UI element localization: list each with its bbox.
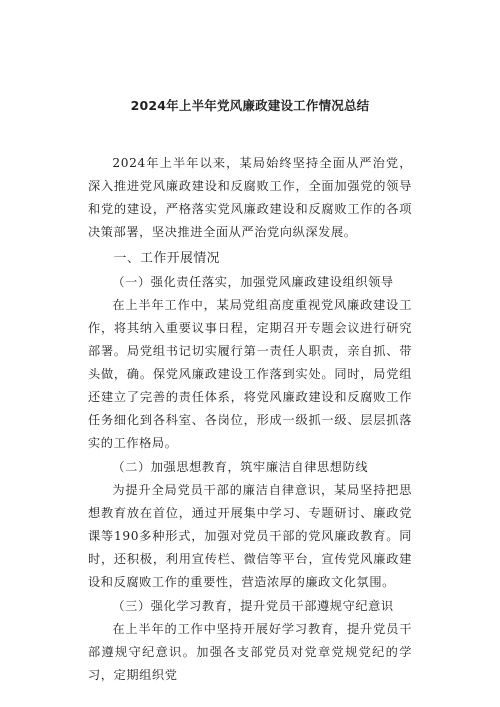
subsection-body-2: 为提升全局党员干部的廉洁自律意识，某局坚持把思想教育放在首位，通过开展集中学习、专题研讨、廉政党课等190多种形式，加强对党员干部的党风廉政教育。同时，还积极，利用宣传栏、微信等平台，宣传党风廉政建设和反腐败工作的重要性，营造浓厚的廉政文化氛围。 [88,483,412,589]
subsection-body-3: 在上半年的工作中坚持开展好学习教育，提升党员干部遵规守纪意识。加强各支部党员对党章党规党纪的学习，定期组织党 [88,622,412,682]
subsection-heading-2: （二）加强思想教育，筑牢廉洁自律思想防线 [112,460,369,474]
document-title: 2024年上半年党风廉政建设工作情况总结 [130,98,370,113]
subsection-heading-1: （一）强化责任落实，加强党风廉政建设组织领导 [112,275,394,289]
subsection-body-1: 在上半年工作中，某局党组高度重视党风廉政建设工作，将其纳入重要议事日程，定期召开专题会议进行研究部署。局党组书记切实履行第一责任人职责，亲自抓、带头做，确。保党风廉政建设工作落到实处。同时，局党组还建立了完善的责任体系，将党风廉政建设和反腐败工作任务细化到各科室、各岗位，形成一级抓一级、层层抓落实的工作格局。 [88,298,412,450]
section-heading: 一、工作开展情况 [113,251,220,266]
subsection-heading-3: （三）强化学习教育，提升党员干部遵规守纪意识 [112,599,394,613]
intro-paragraph: 2024年上半年以来，某局始终坚持全面从严治党，深入推进党风廉政建设和反腐败工作，全面加强党的领导和党的建设，严格落实党风廉政建设和反腐败工作的各项决策部署，坚决推进全面从严治党向纵深发展。 [88,156,412,239]
